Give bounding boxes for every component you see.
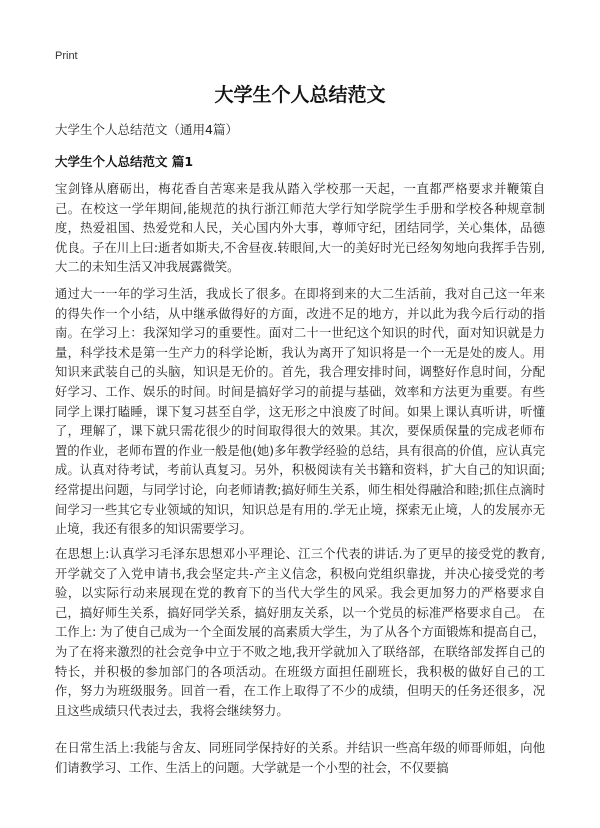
paragraph: 宝剑锋从磨砺出，梅花香自苦寒来是我从踏入学校那一天起，一直都严格要求并鞭策自己。在校这一学年期间,能规范的执行浙江师范大学行知学院学生手册和学校各种规章制度，热爱祖国、热爱党和人民，关心国内外大事，尊师守纪，团结同学，关心集体，品德优良。子在川上曰:逝者如斯夫,不舍昼夜.转眼间,大一的美好时光已经匆匆地向我挥手告别,大二的未知生活又冲我展露微笑。 — [55, 182, 545, 275]
document-subtitle: 大学生个人总结范文（通用4篇） — [55, 122, 238, 137]
section-heading: 大学生个人总结范文 篇1 — [55, 154, 194, 169]
paragraph: 通过大一一年的学习生活，我成长了很多。在即将到来的大二生活前，我对自己这一年来的得失作一个小结，从中继承做得好的方面，改进不足的地方，并以此为我今后行动的指南。在学习上：我深知学习的重要性。面对二十一世纪这个知识的时代，面对知识就是力量，科学技术是第一生产力的科学论断，我认为离开了知识将是一个一无是处的废人。用知识来武装自己的头脑，知识是无价的。首先，我合理安排时间，调整好作息时间，分配好学习、工作、娱乐的时间。时间是搞好学习的前提与基础，效率和方法更为重要。有些同学上课打瞌睡，课下复习甚至自学，这无形之中浪废了时间。如果上课认真听讲，听懂了，理解了，课下就只需花很少的时间取得很大的效果。其次，要保质保量的完成老师布置的作业，老师布置的作业一般是他(她)多年教学经验的总结，具有很高的价值，应认真完成。认真对待考试，考前认真复习。另外，积极阅读有关书籍和资料，扩大自己的知识面;经常提出问题，与同学讨论，向老师请教;搞好师生关系，师生相处得融洽和睦;抓住点滴时间学习一些其它专业领域的知识，知识总是有用的.学无止境，探索无止境，人的发展亦无止境，我还有很多的知识需要学习。 — [55, 287, 545, 537]
page-title: 大学生个人总结范文 — [214, 84, 386, 106]
paragraph: 在日常生活上:我能与舍友、同班同学保持好的关系。并结识一些高年级的师哥师姐，向他们请教学习、工作、生活上的问题。大学就是一个小型的社会，不仅要搞 — [55, 741, 545, 775]
paragraph: 在思想上:认真学习毛泽东思想邓小平理论、江三个代表的讲话.为了更早的接受党的教育,开学就交了入党申请书,我会坚定共-产主义信念，积极向党组织靠拢，并决心接受党的考验，以实际行动来展现在党的教育下的当代大学生的风采。我会更加努力的严格要求自己，搞好师生关系，搞好同学关系，搞好朋友关系，以一个党员的标准严格要求自己。 在工作上: 为了使自己成为一个全面发展的高素质大学生，为了从各个方面锻炼和提高自己，为了在将来激烈的社会竞争中立于不败之地,我开学就加入了联络部，在联络部发挥自己的特长，并积极的参加部门的各项活动。在班级方面担任副班长，我积极的做好自己的工作，努力为班级服务。回首一看，在工作上取得了不少的成绩，但明天的任务还很多，况且这些成绩只代表过去，我将会继续努力。 — [55, 547, 545, 718]
print-link[interactable]: Print — [55, 50, 78, 62]
